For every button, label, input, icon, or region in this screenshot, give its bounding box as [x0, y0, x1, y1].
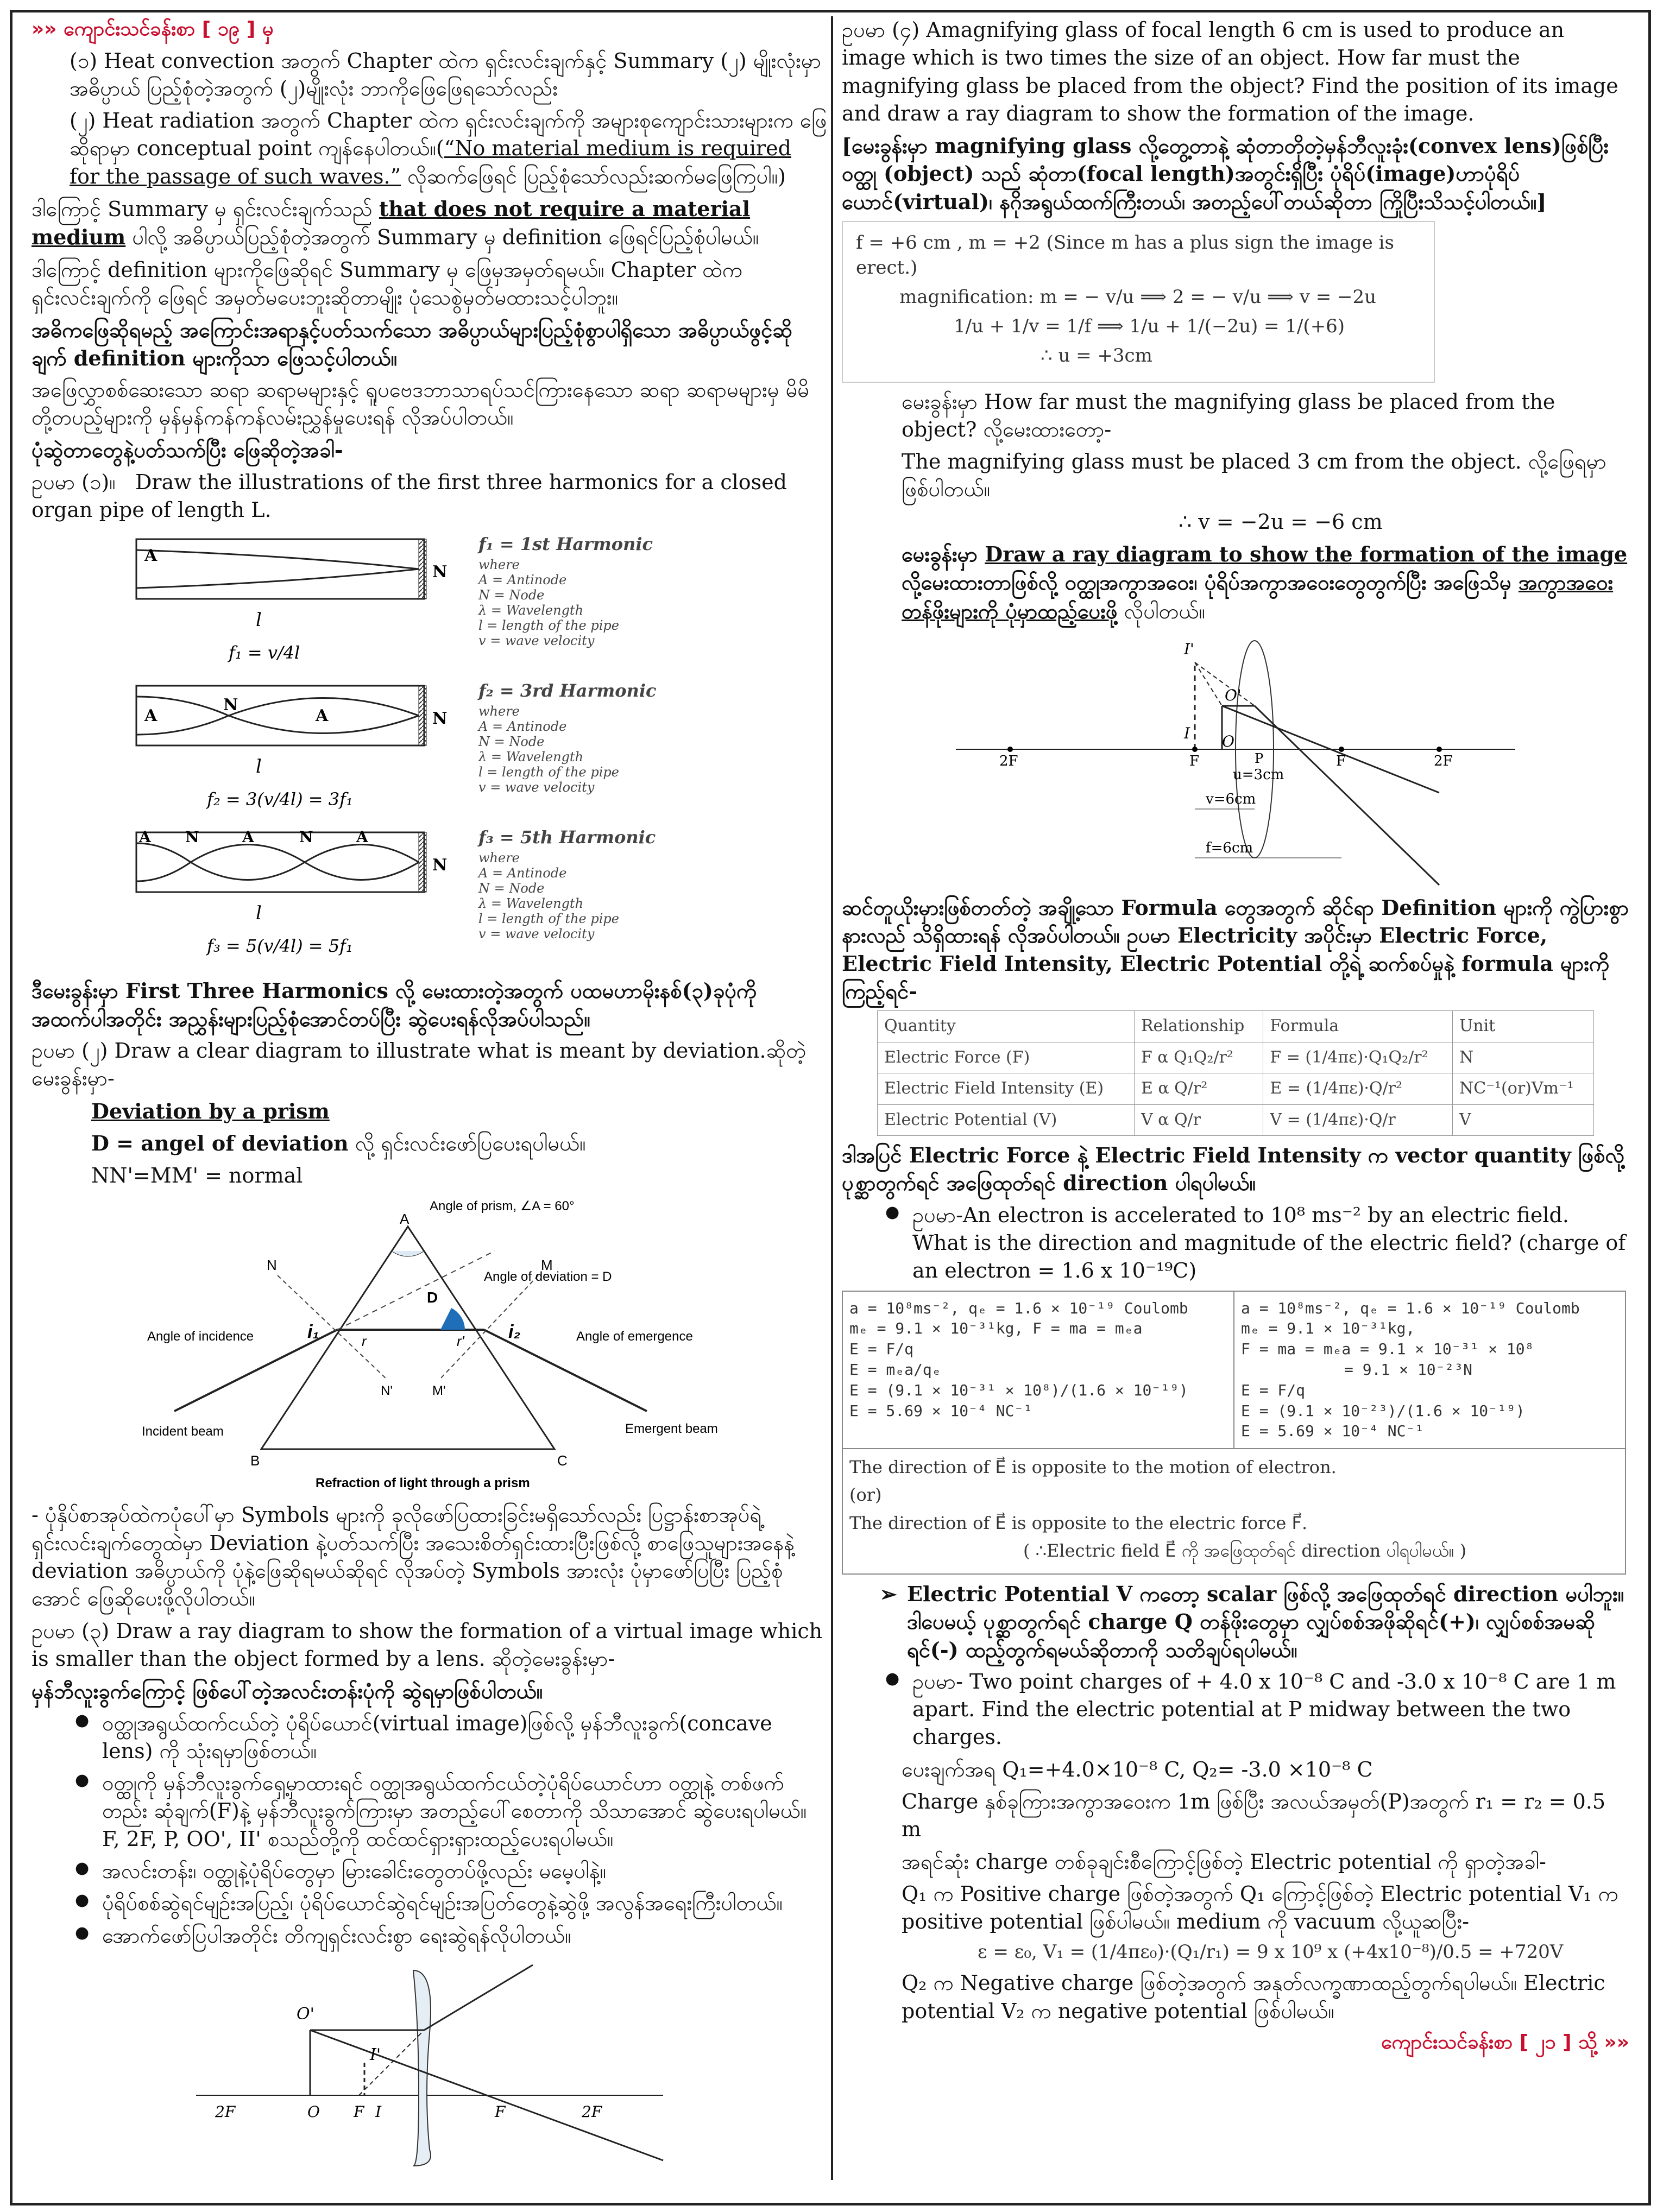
harmonic-legend-2: [477, 704, 619, 795]
header-link[interactable]: »» ကျောင်းသင်ခန်းစာ [ ၁၉ ] မှ: [31, 18, 274, 40]
svg-text:B: B: [250, 1452, 260, 1469]
right-para-1: [မေးခွန်းမှာ magnifying glass လို့တွေ့တာနဲ့ ဆုံတာတိုတဲ့မှန်ဘီလူးခုံး(convex lens)ဖြစ်ပြီး ဝတ္ထု (object) သည် ဆုံတာ(focal length)အတွင်းရှိပြီး ပုံရိပ်(image)ဟာပုံရိပ်ယောင်(virtual)၊ နဂိုအရွယ်ထက်ကြီးတယ်၊ အတည့်ပေါ်တယ်ဆိုတာ ကြိုပြီးသိသင့်ပါတယ်။]: [842, 134, 1609, 214]
solution-step-4: Q₁ က Positive charge ဖြစ်တဲ့အတွက် Q₁ ကြောင့်ဖြစ်တဲ့ Electric potential V₁ က positive potential ဖြစ်ပါမယ်။ medium ကို vacuum လို့ယူဆပြီး-: [902, 1881, 1618, 1934]
svg-text:f₁ = v/4l: f₁ = v/4l: [228, 642, 300, 663]
prism-figure: [104, 1194, 755, 1498]
convex-ray-figure: [950, 630, 1521, 890]
svg-text:I: I: [375, 2102, 381, 2121]
svg-text:f₃ = 5(v/4l) = 5f₁: f₃ = 5(v/4l) = 5f₁: [206, 936, 353, 957]
electron-solution-box: [842, 1291, 1626, 1575]
svg-text:where: where: [478, 557, 520, 573]
svg-text:Angle of emergence: Angle of emergence: [576, 1329, 693, 1344]
svg-text:u=3cm: u=3cm: [1233, 766, 1284, 783]
left-para-6: အဖြေလွှာစစ်ဆေးသော ဆရာ ဆရာမများနှင့် ရူပဗေဒဘာသာရပ်သင်ကြားနေသော ဆရာ ဆရာမများမှ မိမိတို့တပည့်များကို မှန်မှန်ကန်ကန်လမ်းညွှန်မှုပေးရန် လိုအပ်ပါတယ်။: [31, 377, 810, 430]
svg-text:i₂: i₂: [508, 1322, 520, 1343]
concave-lens-figure: [185, 1954, 674, 2171]
example-5: ● ဥပမာ-An electron is accelerated to 10⁸ ms⁻² by an electric field. What is the direction and magnitude of the electric field? (charge of an electron = 1.6 x 10⁻¹⁹C): [842, 1202, 1629, 1285]
svg-text:N': N': [380, 1383, 393, 1399]
svg-text:f=6cm: f=6cm: [1206, 839, 1253, 856]
footer-link[interactable]: ကျောင်းသင်ခန်းစာ [ ၂၁ ] သို့ »»: [1381, 2031, 1629, 2053]
svg-text:A = Antinode: A = Antinode: [478, 572, 566, 588]
svg-text:v = wave velocity: v = wave velocity: [478, 926, 594, 942]
svg-text:A: A: [144, 546, 157, 566]
solution-step-3: အရင်ဆုံး charge တစ်ခုချင်းစီကြောင့်ဖြစ်တဲ့ Electric potential ကို ရှာတဲ့အခါ-: [902, 1849, 1546, 1874]
left-para-2: (၂) Heat radiation အတွက် Chapter ထဲက ရှင်းလင်းချက်ကို အများစုကျောင်းသားများက ဖြေဆိုရာမှာ conceptual point ကျန်နေပါတယ်။(“No material medium is required for the passage of such waves.” လိုဆက်ဖြေရင် ပြည့်စုံသော်လည်းဆက်မဖြေကြပါ။): [70, 109, 827, 188]
normal-def: NN'=MM' = normal: [91, 1164, 303, 1188]
solution-step-5: ε = ε₀, V₁ = (1/4πε₀)·(Q₁/r₁) = 9 x 10⁹ x (+4x10⁻⁸)/0.5 = +720V: [978, 1941, 1564, 1963]
magnification-calc: f = +6 cm , m = +2 (Since m has a plus sign the image is erect.) magnification: m = − v/u ⟹ 2 = − v/u ⟹ v = −2u 1/u + 1/v = 1/f ⟹ 1/u + 1/(−2u) = 1/(+6) ∴ u = +3cm: [842, 221, 1435, 382]
svg-text:A: A: [138, 828, 151, 846]
svg-text:F: F: [353, 2102, 364, 2121]
svg-text:2F: 2F: [999, 753, 1018, 769]
column-divider: [831, 16, 833, 2180]
answer-1: The magnifying glass must be placed 3 cm from the object. လို့ဖြေရမှာဖြစ်ပါတယ်။: [902, 450, 1606, 502]
example-2: ဥပမာ (၂) Draw a clear diagram to illustrate what is meant by deviation.ဆိုတဲ့မေးခွန်းမှာ-: [31, 1038, 807, 1091]
question-1: မေးခွန်းမှာ How far must the magnifying glass be placed from the object? လို့မေးထားတော့-: [902, 389, 1555, 441]
svg-text:M': M': [432, 1383, 446, 1399]
svg-text:N: N: [432, 856, 447, 875]
list-item: ● အောက်ဖော်ပြပါအတိုင်း တိကျရှင်းလင်းစွာ ရေးဆွဲရန်လိုပါတယ်။: [31, 1922, 827, 1950]
list-item: ● ဝတ္ထုကို မှန်ဘီလူးခွက်ရှေ့မှာထားရင် ဝတ္ထုအရွယ်ထက်ငယ်တဲ့ပုံရိပ်ယောင်ဟာ ဝတ္ထုနဲ့ တစ်ဖက်တည်း ဆုံချက်(F)နဲ့ မှန်ဘီလူးခွက်ကြားမှာ အတည့်ပေါ်စေတာကို သိသာအောင် ဆွဲပေးရပါမယ်။ F, 2F, P, OO', II' စသည်တို့ကို ထင်ထင်ရှားရှားထည့်ပေးရပါမယ်။: [31, 1769, 827, 1853]
harmonic-1: [136, 534, 653, 663]
bullet-list: [31, 1710, 827, 1950]
svg-text:N = Node: N = Node: [478, 881, 544, 896]
svg-text:2F: 2F: [215, 2102, 235, 2121]
svg-text:N: N: [266, 1257, 277, 1274]
solution-method-1: a = 10⁸ms⁻², qₑ = 1.6 × 10⁻¹⁹ Coulomb mₑ = 9.1 × 10⁻³¹kg, F = ma = mₑa E = F/q E = mₑa/qₑ E = (9.1 × 10⁻³¹ × 10⁸)/(1.6 × 10⁻¹⁹) E = 5.69 × 10⁻⁴ NC⁻¹: [843, 1292, 1234, 1449]
svg-text:C: C: [557, 1452, 568, 1469]
svg-text:O': O': [296, 2004, 314, 2024]
right-para-2: ဆင်တူယိုးမှားဖြစ်တတ်တဲ့ အချို့သော Formula တွေအတွက် ဆိုင်ရာ Definition များကို ကွဲပြားစွာ နားလည် သိရှိထားရန် လိုအပ်ပါတယ်။ ဥပမာ Electricity အပိုင်းမှာ Electric Force, Electric Field Intensity, Electric Potential တို့ရဲ့ ဆက်စပ်မှုနဲ့ formula များကိုကြည့်ရင်-: [842, 895, 1629, 1003]
svg-text:l = length of the pipe: l = length of the pipe: [478, 764, 619, 780]
svg-text:Angle of prism, ∠A = 60°: Angle of prism, ∠A = 60°: [429, 1199, 575, 1214]
svg-text:r: r: [361, 1333, 367, 1350]
table-row: Electric Force (F) F α Q₁Q₂/r² F = (1/4πε)·Q₁Q₂/r² N: [878, 1042, 1594, 1073]
svg-text:λ = Wavelength: λ = Wavelength: [478, 749, 583, 765]
left-para-3: ဒါကြောင့် Summary မှ ရှင်းလင်းချက်သည် that does not require a material medium ပါလို့ အဓိပ္ပာယ်ပြည့်စုံတဲ့အတွက် Summary မှ definition ဖြေရင်ပြည့်စုံပါမယ်။: [31, 197, 759, 250]
svg-text:N: N: [185, 828, 199, 846]
left-para-7: ပုံဆွဲတာတွေနဲ့ပတ်သက်ပြီး ဖြေဆိုတဲ့အခါ-: [31, 438, 343, 463]
left-para-1: (၁) Heat convection အတွက် Chapter ထဲက ရှင်းလင်းချက်နှင့် Summary (၂) မျိုးလုံးမှာ အဓိပ္ပာယ် ပြည့်စုံတဲ့အတွက် (၂)မျိုးလုံး ဘာကိုဖြေဖြေရသော်လည်း: [70, 48, 822, 100]
svg-text:λ = Wavelength: λ = Wavelength: [478, 603, 583, 618]
svg-text:A = Antinode: A = Antinode: [478, 719, 566, 735]
svg-text:v=6cm: v=6cm: [1206, 791, 1256, 807]
svg-text:Incident beam: Incident beam: [141, 1424, 224, 1439]
svg-text:2F: 2F: [1434, 753, 1453, 769]
left-para-9: - ပုံနှိပ်စာအုပ်ထဲကပုံပေါ်မှာ Symbols များကို ခုလိုဖော်ပြထားခြင်းမရှိသော်လည်း ပြဋ္ဌာန်းစာအုပ်ရဲ့ ရှင်းလင်းချက်တွေထဲမှာ Deviation နဲ့ပတ်သက်ပြီး အသေးစိတ်ရှင်းထားပြီးဖြစ်လို့ စာဖြေသူများအနေနဲ့ deviation အဓိပ္ပာယ်ကို ပုံနဲ့ဖြေဆိုရမယ်ဆိုရင် လိုအပ်တဲ့ Symbols အားလုံး ပုံမှာဖော်ပြပြီး ပြည့်စုံအောင် ဖြေဆိုပေးဖို့လိုပါတယ်။: [31, 1503, 795, 1611]
harmonics-figure: [131, 528, 728, 974]
svg-text:Emergent beam: Emergent beam: [625, 1421, 718, 1437]
svg-text:I: I: [1184, 724, 1190, 742]
table-row: Electric Field Intensity (E) E α Q/r² E = (1/4πε)·Q/r² NC⁻¹(or)Vm⁻¹: [878, 1073, 1594, 1105]
left-column: [31, 16, 827, 2175]
left-para-5: အဓိကဖြေဆိုရမည့် အကြောင်းအရာနှင့်ပတ်သက်သော အဓိပ္ပာယ်များပြည့်စုံစွာပါရှိသော အဓိပ္ပာယ်ဖွင့်ဆိုချက် definition များကိုသာ ဖြေသင့်ပါတယ်။: [31, 318, 793, 370]
question-2: မေးခွန်းမှာ Draw a ray diagram to show the formation of the image လို့မေးထားတာဖြစ်လို့ ဝတ္ထုအကွာအဝေး၊ ပုံရိပ်အကွာအဝေးတွေတွက်ပြီး အဖြေသိမှ အကွာအဝေး တန်ဖိုးများကို ပုံမှာထည့်ပေးဖို့ လိုပါတယ်။: [902, 542, 1628, 623]
list-item: ● ပုံရိပ်စစ်ဆွဲရင်မျဉ်းအပြည့်၊ ပုံရိပ်ယောင်ဆွဲရင်မျဉ်းအပြတ်တွေနဲ့ဆွဲဖို့ အလွန်အရေးကြီးပါတယ်။: [31, 1889, 827, 1917]
harmonic-legend-1: [477, 557, 619, 648]
svg-text:F: F: [1189, 753, 1200, 769]
svg-text:f₂ = 3rd Harmonic: f₂ = 3rd Harmonic: [478, 680, 656, 701]
svg-text:where: where: [478, 704, 520, 719]
svg-text:λ = Wavelength: λ = Wavelength: [478, 896, 583, 912]
svg-text:N: N: [299, 828, 313, 846]
right-para-4: ➢ Electric Potential V ကတော့ scalar ဖြစ်လို့ အဖြေထုတ်ရင် direction မပါဘူး။ ဒါပေမယ့် ပုစ္ဆာတွက်ရင် charge Q တန်ဖိုးတွေမှာ လျှပ်စစ်အဖိုဆိုရင်(+)၊ လျှပ်စစ်အမဆိုရင်(-) ထည့်တွက်ရမယ်ဆိုတာကို သတိချပ်ရပါမယ်။: [842, 1580, 1629, 1664]
deviation-title: Deviation by a prism: [91, 1098, 330, 1123]
left-para-10: မှန်ဘီလူးခွက်ကြောင့် ဖြစ်ပေါ်တဲ့အလင်းတန်းပုံကို ဆွဲရမှာဖြစ်ပါတယ်။: [31, 1679, 543, 1704]
table-row: Electric Potential (V) V α Q/r V = (1/4πε)·Q/r V: [878, 1104, 1594, 1136]
svg-text:P: P: [1255, 750, 1264, 766]
svg-text:F: F: [1336, 753, 1346, 769]
svg-text:Angle of incidence: Angle of incidence: [147, 1329, 254, 1344]
svg-text:N: N: [432, 709, 447, 729]
direction-notes: The direction of E⃗ is opposite to the motion of electron. (or) The direction of E⃗ is opposite to the electric force F⃗. ( ∴Electric field E⃗ ကို အဖြေထုတ်ရင် direction ပါရပါမယ်။ ): [849, 1457, 1467, 1561]
svg-text:M: M: [540, 1257, 553, 1274]
example-4: ဥပမာ (၄) Amagnifying glass of focal length 6 cm is used to produce an image which is two times the size of an object. How far must the magnifying glass be placed from the object? Find the position of its image and draw a ray diagram to show the formation of the image.: [842, 18, 1618, 125]
right-para-3: ဒါအပြင် Electric Force နဲ့ Electric Field Intensity က vector quantity ဖြစ်လို့ ပုစ္ဆာတွက်ရင် အဖြေထုတ်ရင် direction ပါရပါမယ်။: [842, 1143, 1625, 1196]
svg-text:N: N: [223, 696, 238, 715]
table-header-row: Quantity Relationship Formula Unit: [878, 1011, 1594, 1042]
list-item: ● ဝတ္ထုအရွယ်ထက်ငယ်တဲ့ ပုံရိပ်ယောင်(virtual image)ဖြစ်လို့ မှန်ဘီလူးခွက်(concave lens) ကို သုံးရမှာဖြစ်တယ်။: [31, 1710, 827, 1766]
deviation-def: D = angel of deviation လို့ ရှင်းလင်းဖော်ပြပေးရပါမယ်။: [91, 1130, 586, 1155]
svg-text:f₂ = 3(v/4l) = 3f₁: f₂ = 3(v/4l) = 3f₁: [206, 789, 353, 810]
svg-text:2F: 2F: [581, 2102, 602, 2121]
solution-step-2: Charge နှစ်ခုကြားအကွာအဝေးက 1m ဖြစ်ပြီး အလယ်အမှတ်(P)အတွက် r₁ = r₂ = 0.5 m: [902, 1789, 1606, 1842]
svg-text:l = length of the pipe: l = length of the pipe: [478, 618, 619, 634]
svg-text:r': r': [456, 1333, 464, 1350]
svg-text:N = Node: N = Node: [478, 734, 544, 750]
right-column: [842, 16, 1629, 2061]
solution-step-6: Q₂ က Negative charge ဖြစ်တဲ့အတွက် အနုတ်လက္ခဏာထည့်တွက်ရပါမယ်။ Electric potential V₂ က negative potential ဖြစ်ပါမယ်။: [902, 1971, 1605, 2023]
svg-text:where: where: [478, 850, 520, 866]
solution-step-1: ပေးချက်အရ Q₁=+4.0×10⁻⁸ C, Q₂= -3.0 ×10⁻⁸ C: [902, 1757, 1373, 1781]
svg-text:I': I': [1184, 640, 1194, 658]
svg-text:O: O: [307, 2102, 320, 2121]
svg-text:i₁: i₁: [307, 1322, 319, 1343]
svg-text:A: A: [356, 828, 368, 846]
svg-text:A: A: [399, 1211, 409, 1228]
svg-text:O': O': [1225, 686, 1242, 704]
svg-text:f₁ = 1st Harmonic: f₁ = 1st Harmonic: [478, 534, 653, 555]
example-3: ဥပမာ (၃) Draw a ray diagram to show the formation of a virtual image which is smaller than the object formed by a lens. ဆိုတဲ့မေးခွန်းမှာ-: [31, 1619, 823, 1671]
example-1: ဥပမာ (၁)။ Draw the illustrations of the first three harmonics for a closed organ pipe of length L.: [31, 470, 787, 522]
svg-text:l: l: [255, 756, 262, 778]
svg-text:I': I': [369, 2045, 381, 2064]
svg-text:F: F: [494, 2102, 505, 2121]
svg-text:A: A: [315, 706, 328, 726]
svg-text:N = Node: N = Node: [478, 587, 544, 603]
svg-text:A = Antinode: A = Antinode: [478, 865, 566, 881]
svg-text:f₃ = 5th Harmonic: f₃ = 5th Harmonic: [478, 827, 656, 848]
svg-text:A: A: [144, 706, 157, 726]
harmonic-legend-3: [477, 850, 619, 941]
svg-text:N: N: [432, 563, 447, 582]
svg-text:Refraction of light through a: Refraction of light through a prism: [315, 1476, 530, 1491]
svg-text:O: O: [1222, 732, 1234, 750]
left-para-8: ဒီမေးခွန်းမှာ First Three Harmonics လို့ မေးထားတဲ့အတွက် ပထမဟာမိုးနစ်(၃)ခုပုံကို အထက်ပါအတိုင်း အညွှန်းများပြည့်စုံအောင်တပ်ပြီး ဆွဲပေးရန်လိုအပ်ပါသည်။: [31, 978, 757, 1031]
harmonic-3: [136, 827, 656, 956]
svg-text:v = wave velocity: v = wave velocity: [478, 633, 594, 649]
solution-method-2: a = 10⁸ms⁻², qₑ = 1.6 × 10⁻¹⁹ Coulomb mₑ = 9.1 × 10⁻³¹kg, F = ma = mₑa = 9.1 × 10⁻³¹ × 10⁸ = 9.1 × 10⁻²³N E = F/q E = (9.1 × 10⁻²³)/(1.6 × 10⁻¹⁹) E = 5.69 × 10⁻⁴ NC⁻¹: [1241, 1299, 1580, 1440]
svg-text:D: D: [426, 1289, 438, 1306]
svg-text:Angle of deviation = D: Angle of deviation = D: [483, 1269, 612, 1285]
svg-text:l = length of the pipe: l = length of the pipe: [478, 911, 619, 927]
harmonic-2: [136, 680, 656, 810]
list-item: ● အလင်းတန်း၊ ဝတ္ထုနဲ့ပုံရိပ်တွေမှာ မြားခေါင်းတွေတပ်ဖို့လည်း မမေ့ပါနဲ့။: [31, 1857, 827, 1885]
answer-1b: ∴ v = −2u = −6 cm: [1179, 509, 1383, 534]
svg-text:v = wave velocity: v = wave velocity: [478, 780, 594, 795]
example-6: ● ဥပမာ- Two point charges of + 4.0 x 10⁻⁸ C and -3.0 x 10⁻⁸ C are 1 m apart. Find the electric potential at P midway between the two charges.: [842, 1668, 1629, 1752]
electricity-formula-table: [877, 1010, 1594, 1136]
svg-text:l: l: [255, 902, 262, 925]
svg-text:A: A: [242, 828, 254, 846]
svg-text:l: l: [255, 609, 262, 631]
deviation-angle-marker: [440, 1308, 465, 1330]
left-para-4: ဒါကြောင့် definition များကိုဖြေဆိုရင် Summary မှ ဖြေမှအမှတ်ရမယ်။ Chapter ထဲက ရှင်းလင်းချက်ကို ဖြေရင် အမှတ်မပေးဘူးဆိုတာမျိုး ပုံသေစွဲမှတ်မထားသင့်ပါဘူး။: [31, 257, 743, 309]
